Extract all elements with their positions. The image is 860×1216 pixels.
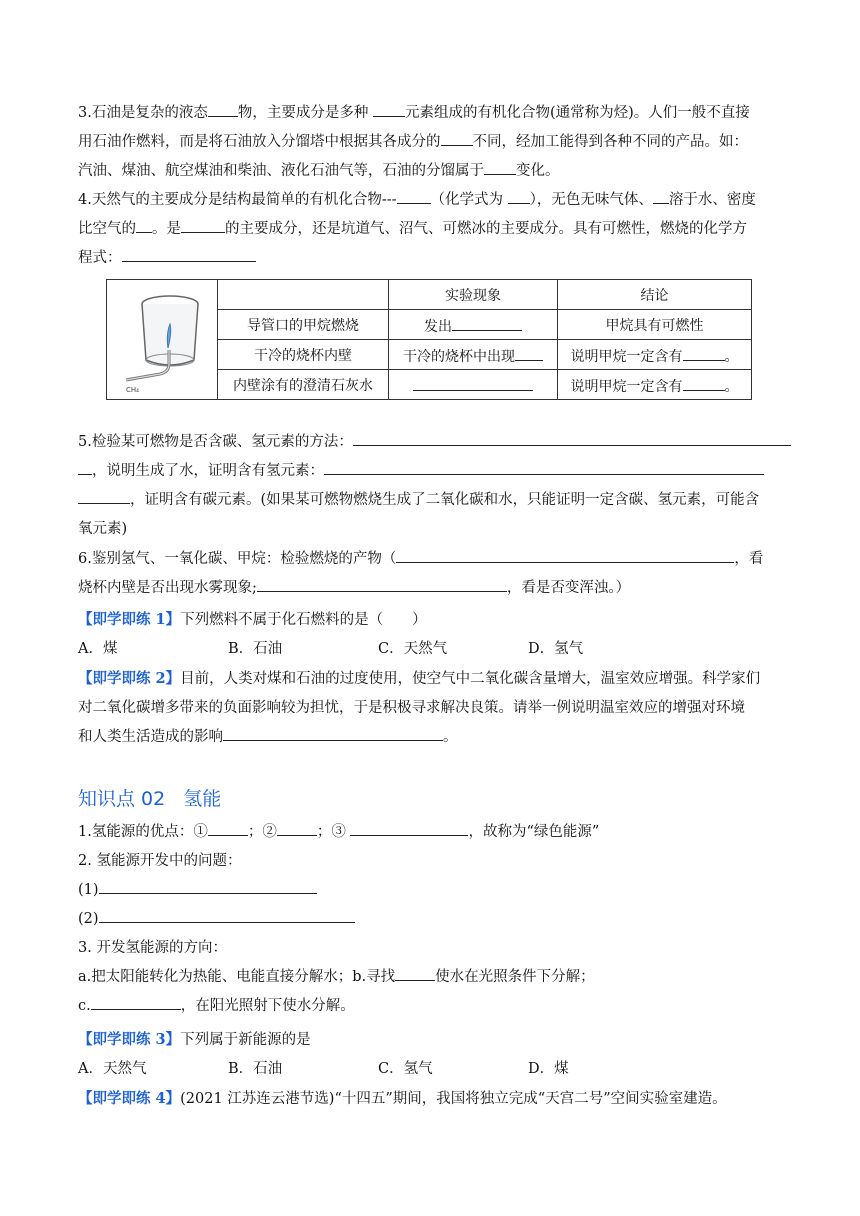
fill-blank[interactable] bbox=[99, 906, 355, 923]
paragraph-natural-gas bbox=[78, 186, 778, 273]
text: 说明甲烷一定含有 bbox=[570, 378, 683, 395]
text: 3.石油是复杂的液态 bbox=[78, 105, 208, 121]
fill-blank[interactable] bbox=[257, 575, 507, 592]
text: 的主要成分，还是坑道气、沼气、可燃冰的主要成分。具有可燃性，燃烧的化学方 bbox=[225, 221, 747, 237]
text: ，证明含有碳元素。(如果某可燃物燃烧生成了二氧化碳和水，只能证明一定含碳、氢元素，可能含 bbox=[130, 492, 760, 508]
fill-blank[interactable] bbox=[396, 546, 734, 563]
fill-blank[interactable] bbox=[99, 877, 317, 894]
table-header-row bbox=[107, 280, 752, 310]
fill-blank[interactable] bbox=[452, 314, 522, 331]
option-d[interactable]: D．氢气 bbox=[528, 641, 584, 657]
table-header-cell: 实验现象 bbox=[389, 280, 558, 310]
text: （化学式为 bbox=[430, 192, 508, 208]
fill-blank[interactable] bbox=[208, 100, 238, 117]
table-cell: 导管口的甲烷燃烧 bbox=[218, 310, 389, 340]
text: a.把太阳能转化为热能、电能直接分解水；b.寻找 bbox=[78, 969, 396, 985]
fill-blank[interactable] bbox=[484, 158, 516, 175]
text: 5.检验某可燃物是否含碳、氢元素的方法： bbox=[78, 434, 353, 450]
text: 。 bbox=[443, 729, 458, 745]
fill-blank[interactable] bbox=[653, 187, 669, 204]
section-number: 知识点 02 bbox=[78, 788, 166, 810]
text: 。 bbox=[724, 378, 739, 395]
exercise-1 bbox=[78, 605, 778, 664]
fill-blank[interactable] bbox=[324, 458, 764, 475]
fill-blank[interactable] bbox=[122, 245, 256, 262]
table-cell bbox=[389, 310, 558, 340]
exercise-4 bbox=[78, 1084, 778, 1114]
option-d[interactable]: D．煤 bbox=[528, 1061, 569, 1077]
fill-blank[interactable] bbox=[353, 429, 791, 446]
table-cell: 甲烷具有可燃性 bbox=[558, 310, 752, 340]
text: 溶于水、密度 bbox=[668, 192, 756, 208]
option-a[interactable]: A．天然气 bbox=[78, 1061, 147, 1077]
text: ，故称为“绿色能源” bbox=[468, 824, 600, 840]
beaker-burner-illustration bbox=[112, 282, 212, 394]
text: ，在阳光照射下使水分解。 bbox=[180, 998, 355, 1014]
option-b[interactable]: B．石油 bbox=[228, 641, 283, 657]
experiment-table bbox=[106, 279, 752, 400]
exercise-tag: 【即学即练 4】 bbox=[78, 1090, 181, 1107]
table-cell bbox=[389, 370, 558, 400]
option-c[interactable]: C．氢气 bbox=[378, 1061, 433, 1077]
question-text: (2021 江苏连云港节选)“十四五”期间，我国将独立完成“天宫二号”空间实验室建造。 bbox=[180, 1091, 727, 1107]
exercise-tag: 【即学即练 1】 bbox=[78, 611, 181, 628]
question-text: 和人类生活造成的影响 bbox=[78, 729, 223, 745]
fill-blank[interactable] bbox=[78, 487, 130, 504]
fill-blank[interactable] bbox=[395, 964, 435, 981]
text: 使水在光照条件下分解； bbox=[435, 969, 595, 985]
fill-blank[interactable] bbox=[223, 724, 443, 741]
section-title: 氢能 bbox=[183, 788, 222, 810]
text: 。 bbox=[724, 348, 739, 365]
text: 干冷的烧杯中出现 bbox=[403, 348, 515, 365]
fill-blank[interactable] bbox=[683, 374, 725, 391]
question-text: 下列燃料不属于化石燃料的是（ ） bbox=[180, 612, 427, 628]
fill-blank[interactable] bbox=[373, 100, 405, 117]
text: 6.鉴别氢气、一氧化碳、甲烷：检验燃烧的产物（ bbox=[78, 551, 397, 567]
fill-blank[interactable] bbox=[136, 216, 152, 233]
option-b[interactable]: B．石油 bbox=[228, 1061, 283, 1077]
fill-blank[interactable] bbox=[441, 129, 473, 146]
text: 变化。 bbox=[516, 163, 560, 179]
table-cell: 干冷的烧杯内壁 bbox=[218, 340, 389, 370]
image-caption: CH₄ bbox=[126, 385, 139, 394]
fill-blank[interactable] bbox=[508, 187, 530, 204]
fill-blank[interactable] bbox=[413, 374, 533, 391]
text: 程式： bbox=[78, 250, 122, 266]
text: ；③ bbox=[316, 824, 351, 840]
fill-blank[interactable] bbox=[208, 819, 248, 836]
exercise-tag: 【即学即练 2】 bbox=[78, 670, 181, 687]
text: (2) bbox=[78, 911, 99, 927]
text: 发出 bbox=[424, 318, 452, 335]
paragraph-petroleum bbox=[78, 99, 778, 186]
text: ），无色无味气体、 bbox=[529, 192, 653, 208]
text: 物，主要成分是多种 bbox=[237, 105, 373, 121]
section-heading bbox=[78, 784, 239, 811]
question-text: 下列属于新能源的是 bbox=[180, 1032, 311, 1048]
text: ，看 bbox=[734, 551, 764, 567]
text: (1) bbox=[78, 882, 99, 898]
apparatus-image-cell bbox=[107, 280, 218, 400]
text: 用石油作燃料，而是将石油放入分馏塔中根据其各成分的 bbox=[78, 134, 441, 150]
text: 烧杯内壁是否出现水雾现象; bbox=[78, 580, 257, 596]
text: 4.天然气的主要成分是结构最简单的有机化合物--- bbox=[78, 192, 397, 208]
fill-blank[interactable] bbox=[515, 344, 543, 361]
text: c. bbox=[78, 998, 91, 1014]
fill-blank[interactable] bbox=[181, 216, 225, 233]
table-cell bbox=[558, 370, 752, 400]
fill-blank[interactable] bbox=[350, 819, 468, 836]
text: 元素组成的有机化合物(通常称为烃)。人们一般不直接 bbox=[404, 105, 750, 121]
exercise-2 bbox=[78, 664, 778, 752]
text: 1.氢能源的优点：① bbox=[78, 824, 208, 840]
question-text: 目前，人类对煤和石油的过度使用，使空气中二氧化碳含量增大，温室效应增强。科学家们 bbox=[180, 671, 761, 687]
text: ，说明生成了水，证明含有氢元素： bbox=[92, 463, 324, 479]
text: 比空气的 bbox=[78, 221, 136, 237]
table-cell bbox=[389, 340, 558, 370]
text: 氧元素) bbox=[78, 521, 128, 537]
fill-blank[interactable] bbox=[683, 344, 725, 361]
text: ；② bbox=[247, 824, 277, 840]
fill-blank[interactable] bbox=[78, 458, 92, 475]
table-header-cell: 结论 bbox=[558, 280, 752, 310]
fill-blank[interactable] bbox=[397, 187, 431, 204]
text: 说明甲烷一定含有 bbox=[570, 348, 683, 365]
paragraph-identify-gases bbox=[78, 545, 778, 603]
option-c[interactable]: C．天然气 bbox=[378, 641, 448, 657]
exercise-3 bbox=[78, 1025, 778, 1084]
table-cell: 内壁涂有的澄清石灰水 bbox=[218, 370, 389, 400]
question-text: 对二氧化碳增多带来的负面影响较为担忧，于是积极寻求解决良策。请举一例说明温室效应的增强对环境 bbox=[78, 700, 745, 716]
text: 2. 氢能源开发中的问题： bbox=[78, 853, 242, 869]
paragraph-test-method bbox=[78, 428, 778, 544]
text: 3. 开发氢能源的方向： bbox=[78, 940, 227, 956]
option-a[interactable]: A．煤 bbox=[78, 641, 118, 657]
fill-blank[interactable] bbox=[91, 993, 181, 1010]
text: 不同，经加工能得到各种不同的产品。如： bbox=[472, 134, 748, 150]
text: 汽油、煤油、航空煤油和柴油、液化石油气等，石油的分馏属于 bbox=[78, 163, 484, 179]
exercise-tag: 【即学即练 3】 bbox=[78, 1031, 181, 1048]
text: ，看是否变浑浊。） bbox=[506, 580, 631, 596]
fill-blank[interactable] bbox=[277, 819, 317, 836]
hydrogen-advantages bbox=[78, 818, 778, 1021]
text: 。是 bbox=[152, 221, 181, 237]
table-header-cell bbox=[218, 280, 389, 310]
table-cell bbox=[558, 340, 752, 370]
